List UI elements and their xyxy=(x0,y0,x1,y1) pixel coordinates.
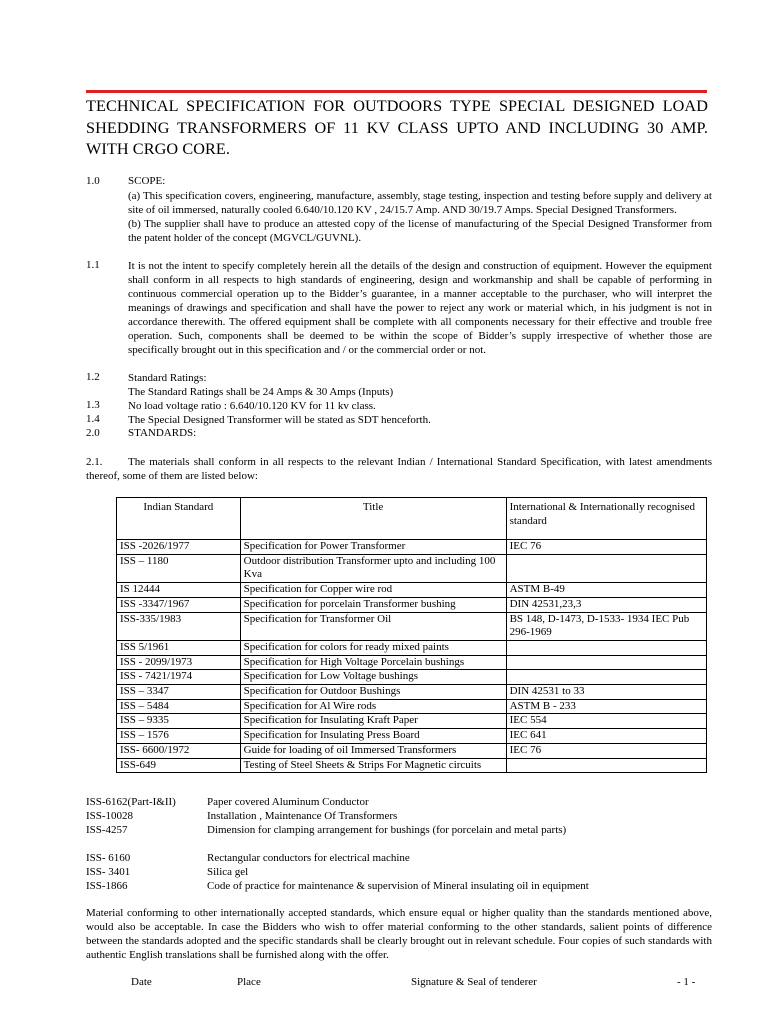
scope-clause-b: (b) The supplier shall have to produce an attested copy of the license of manufacturing of the Special Designed Transformer from the patent holder of the concept (MGVCL/GUVNL). xyxy=(128,218,712,244)
cell-international-standard: IEC 76 xyxy=(506,540,706,555)
cell-title: Specification for Insulating Press Board xyxy=(240,729,506,744)
cell-indian-standard: ISS -2026/1977 xyxy=(117,540,241,555)
header-international-standard: International & Internationally recognised standard xyxy=(506,498,706,540)
cell-international-standard: ASTM B-49 xyxy=(506,583,706,598)
cell-indian-standard: ISS- 6600/1972 xyxy=(117,743,241,758)
extra-standard-code: ISS-6162(Part-I&II) xyxy=(86,796,176,808)
cell-title: Specification for High Voltage Porcelain bushings xyxy=(240,655,506,670)
section-heading-standards: STANDARDS: xyxy=(128,427,197,439)
cell-title: Specification for Power Transformer xyxy=(240,540,506,555)
table-row xyxy=(117,583,707,598)
cell-international-standard: ASTM B - 233 xyxy=(506,699,706,714)
cell-international-standard: IEC 641 xyxy=(506,729,706,744)
table-row xyxy=(117,699,707,714)
section-2-1-text xyxy=(86,455,712,483)
extra-standard-code: ISS- 6160 xyxy=(86,852,131,864)
cell-indian-standard: ISS – 1180 xyxy=(117,554,241,582)
table-row xyxy=(117,540,707,555)
cell-indian-standard: ISS-335/1983 xyxy=(117,612,241,640)
table-row xyxy=(117,743,707,758)
cell-title: Guide for loading of oil Immersed Transformers xyxy=(240,743,506,758)
header-indian-standard: Indian Standard xyxy=(117,498,241,540)
document-title: TECHNICAL SPECIFICATION FOR OUTDOORS TYPE SPECIAL DESIGNED LOAD SHEDDING TRANSFORMERS OF 11 KV CLASS UPTO AND INCLUDING 30 AMP. WITH CRGO CORE. xyxy=(86,97,708,158)
cell-international-standard: IEC 76 xyxy=(506,743,706,758)
cell-international-standard xyxy=(506,554,706,582)
table-row xyxy=(117,729,707,744)
extra-standard-title: Paper covered Aluminum Conductor xyxy=(207,796,369,808)
table-header-row xyxy=(117,498,707,540)
section-number: 1.4 xyxy=(86,413,100,425)
section-number: 1.0 xyxy=(86,175,100,187)
footer-signature: Signature & Seal of tenderer xyxy=(411,976,537,988)
cell-title: Specification for Insulating Kraft Paper xyxy=(240,714,506,729)
scope-paragraph xyxy=(128,189,712,245)
cell-international-standard: BS 148, D-1473, D-1533- 1934 IEC Pub 296-1969 xyxy=(506,612,706,640)
cell-international-standard: IEC 554 xyxy=(506,714,706,729)
cell-title: Outdoor distribution Transformer upto and including 100 Kva xyxy=(240,554,506,582)
cell-title: Specification for colors for ready mixed paints xyxy=(240,640,506,655)
standards-table xyxy=(116,497,707,773)
footer-date: Date xyxy=(131,976,152,988)
scope-clause-a: (a) This specification covers, engineering, manufacture, assembly, stage testing, inspection and testing before supply and delivery at site of oil immersed, naturally cooled 6.640/10.120 KV , 24/15.7 Amp. AND 30/19.7 Amps. Special Designed Transformers. xyxy=(128,190,712,216)
table-row xyxy=(117,670,707,685)
table-row xyxy=(117,655,707,670)
cell-indian-standard: ISS – 5484 xyxy=(117,699,241,714)
cell-indian-standard: ISS-649 xyxy=(117,758,241,773)
cell-indian-standard: ISS – 9335 xyxy=(117,714,241,729)
extra-standard-title: Code of practice for maintenance & supervision of Mineral insulating oil in equipment xyxy=(207,880,589,892)
closing-paragraph: Material conforming to other internationally accepted standards, which ensure equal or higher quality than the standards mentioned above, would also be acceptable. In case the Bidders who wish to offer material conforming to the other standards, salient points of difference between the standards adopted and the specific standards shall be clearly brought out in relevant schedule. Four copies of such standards with authentic English translations shall be furnished along with the offer. xyxy=(86,907,712,961)
header-title: Title xyxy=(240,498,506,540)
cell-indian-standard: ISS 5/1961 xyxy=(117,640,241,655)
cell-title: Specification for Al Wire rods xyxy=(240,699,506,714)
cell-international-standard xyxy=(506,655,706,670)
extra-standard-title: Dimension for clamping arrangement for bushings (for porcelain and metal parts) xyxy=(207,824,567,836)
voltage-ratio-text: No load voltage ratio : 6.640/10.120 KV for 11 kv class. xyxy=(128,400,376,412)
cell-title: Specification for Transformer Oil xyxy=(240,612,506,640)
section-heading-scope: SCOPE: xyxy=(128,175,166,187)
table-row xyxy=(117,758,707,773)
section-number: 1.3 xyxy=(86,399,100,411)
cell-indian-standard: ISS – 1576 xyxy=(117,729,241,744)
sdt-definition-text: The Special Designed Transformer will be stated as SDT henceforth. xyxy=(128,414,431,426)
section-1-1-text: It is not the intent to specify completely herein all the details of the design and construction of equipment. However the equipment shall conform in all respects to high standards of engineering, design and workmanship and shall be capable of performing in continuous commercial operation up to the Bidder’s guarantee, in a manner acceptable to the purchaser, who will interpret the meanings of drawings and specification and shall have the power to reject any work or material which, in his judgment is not in accordance therewith. The offered equipment shall be complete with all components necessary for their effective and trouble free operation. Such, components shall be deemed to be within the scope of Bidder’s supply irrespective of whether those are specifically brought out in this specification and / or the commercial order or not. xyxy=(128,260,712,356)
table-row xyxy=(117,685,707,700)
section-number: 1.2 xyxy=(86,371,100,383)
standard-ratings-text: The Standard Ratings shall be 24 Amps & 30 Amps (Inputs) xyxy=(128,386,394,398)
cell-title: Specification for porcelain Transformer bushing xyxy=(240,597,506,612)
extra-standard-code: ISS-4257 xyxy=(86,824,128,836)
extra-standard-title: Rectangular conductors for electrical machine xyxy=(207,852,410,864)
extra-standard-code: ISS-10028 xyxy=(86,810,134,822)
cell-title: Specification for Outdoor Bushings xyxy=(240,685,506,700)
table-row xyxy=(117,640,707,655)
cell-indian-standard: ISS - 2099/1973 xyxy=(117,655,241,670)
cell-title: Specification for Low Voltage bushings xyxy=(240,670,506,685)
table-row xyxy=(117,554,707,582)
cell-indian-standard: ISS - 7421/1974 xyxy=(117,670,241,685)
section-heading-standard-ratings: Standard Ratings: xyxy=(128,372,207,384)
table-row xyxy=(117,612,707,640)
footer-page-number: - 1 - xyxy=(677,976,696,988)
section-number: 1.1 xyxy=(86,259,100,271)
cell-international-standard xyxy=(506,758,706,773)
cell-international-standard xyxy=(506,640,706,655)
cell-title: Testing of Steel Sheets & Strips For Magnetic circuits xyxy=(240,758,506,773)
section-number: 2.1. xyxy=(86,456,103,468)
cell-international-standard xyxy=(506,670,706,685)
cell-title: Specification for Copper wire rod xyxy=(240,583,506,598)
table-row xyxy=(117,597,707,612)
header-rule xyxy=(86,90,707,93)
section-2-1-body: The materials shall conform in all respects to the relevant Indian / International Standard Specification, with latest amendments thereof, some of them are listed below: xyxy=(86,456,712,482)
extra-standard-title: Silica gel xyxy=(207,866,249,878)
cell-indian-standard: ISS -3347/1967 xyxy=(117,597,241,612)
cell-indian-standard: IS 12444 xyxy=(117,583,241,598)
extra-standard-title: Installation , Maintenance Of Transformers xyxy=(207,810,398,822)
extra-standard-code: ISS- 3401 xyxy=(86,866,131,878)
footer-place: Place xyxy=(237,976,261,988)
cell-international-standard: DIN 42531,23,3 xyxy=(506,597,706,612)
extra-standard-code: ISS-1866 xyxy=(86,880,128,892)
table-row xyxy=(117,714,707,729)
section-number: 2.0 xyxy=(86,427,100,439)
cell-indian-standard: ISS – 3347 xyxy=(117,685,241,700)
cell-international-standard: DIN 42531 to 33 xyxy=(506,685,706,700)
